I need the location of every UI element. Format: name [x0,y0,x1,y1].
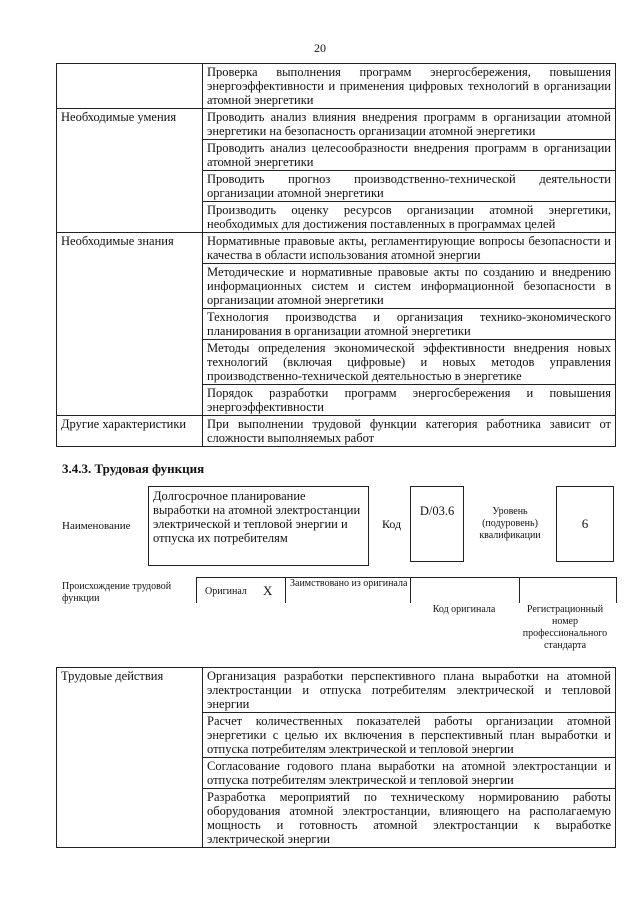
borrowed-cell [285,577,414,603]
table-cell: Технология производства и организация технико-экономического планирования в организации атомной энергетики [203,309,616,340]
origin-label: Происхождение трудовой функции [62,581,172,604]
table-cell: Согласование годового плана выработки на атомной электростанции и отпуска потребителям электрической и тепловой энергии [203,758,616,789]
row-label-skills: Необходимые умения [57,109,203,233]
table-cell: Расчет количественных показателей работы организации атомной энергетики с целью их включения в перспективный план выработки и отпуска потребителям электрической и тепловой энергии [203,713,616,758]
table-cell: Проверка выполнения программ энергосбережения, повышения энергоэффективности и применения цифровых технологий в организации атомной энергетики [203,64,616,109]
row-label-actions: Трудовые действия [57,668,203,848]
row-label-other: Другие характеристики [57,416,203,447]
code-original-cell [410,577,519,603]
table-row [57,233,616,264]
table-cell: Производить оценку ресурсов организации атомной энергетики, необходимых для достижения поставленных в программах целей [203,202,616,233]
row-label-knowledge: Необходимые знания [57,233,203,416]
code-original-label: Код оригинала [432,604,496,615]
origin-grid [196,577,616,603]
original-cell [196,577,285,603]
code-value-box [410,486,464,562]
reg-number-cell [519,577,617,603]
section-title: 3.4.3. Трудовая функция [62,461,205,476]
table-row [57,668,616,713]
reg-number-label: Регистрационный номер профессионального стандарта [522,604,608,651]
table-cell: Методические и нормативные правовые акты по созданию и внедрению информационных систем и систем информационной безопасности в организации атомной энергетики [203,264,616,309]
level-value: 6 [581,516,589,531]
table-cell: Разработка мероприятий по техническому нормированию работы оборудования атомной электростанции, влияющего на располагаемую мощность и готовность атомной электростанции к выработке электрической энергии [203,789,616,848]
borrowed-label: Заимствовано из оригинала [290,578,408,589]
table-cell: Порядок разработки программ энергосбережения и повышения энергоэффективности [203,385,616,416]
table-row [57,416,616,447]
level-label: Уровень (подуровень) квалификации [479,506,541,541]
name-label: Наименование [62,520,131,532]
competency-table [56,63,616,447]
function-name-box: Долгосрочное планирование выработки на атомной электростанции электрической и тепловой энергии и отпуска их потребителям [148,486,369,566]
row-label [57,64,203,109]
table-cell: Организация разработки перспективного плана выработки на атомной электростанции и отпуска потребителям электрической и тепловой энергии [203,668,616,713]
page-number: 20 [314,41,326,55]
table-row [57,64,616,109]
table-cell: Проводить анализ влияния внедрения программ в организации атомной энергетики на безопасность организации атомной энергетики [203,109,616,140]
level-value-box [556,486,614,562]
table-cell: Методы определения экономической эффективности внедрения новых технологий (включая цифровые) и новых методов управления производственно-технической деятельностью в энергетике [203,340,616,385]
table-cell: При выполнении трудовой функции категория работника зависит от сложности выполняемых работ [203,416,616,447]
table-cell: Проводить прогноз производственно-технической деятельности организации атомной энергетики [203,171,616,202]
table-cell: Нормативные правовые акты, регламентирующие вопросы безопасности и качества в области использования атомной энергии [203,233,616,264]
code-label: Код [382,517,402,531]
original-mark: X [263,583,273,598]
table-cell: Проводить анализ целесообразности внедрения программ в организации атомной энергетики [203,140,616,171]
original-label: Оригинал [205,586,247,597]
code-value: D/03.6 [419,504,455,519]
labor-actions-table [56,667,616,848]
table-row [57,109,616,140]
